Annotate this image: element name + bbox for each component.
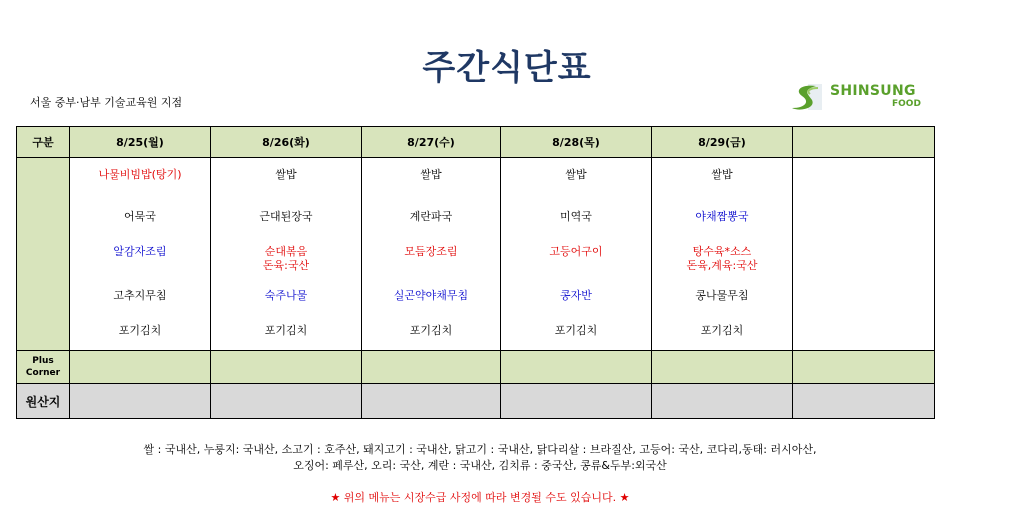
logo-subtitle: FOOD bbox=[892, 99, 921, 109]
origin-cell bbox=[211, 384, 362, 419]
day-header: 8/27(수) bbox=[362, 127, 501, 158]
header-row bbox=[17, 127, 935, 158]
menu-item: 쌀밥 bbox=[565, 168, 587, 181]
menu-item: 계란파국 bbox=[409, 210, 453, 223]
page-title: 주간식단표 bbox=[422, 48, 592, 88]
day-header: 8/25(월) bbox=[70, 127, 211, 158]
menu-item: 고등어구이 bbox=[549, 245, 603, 258]
day-header: 8/28(목) bbox=[501, 127, 652, 158]
logo-s-mark-icon bbox=[788, 78, 828, 118]
origin-cell bbox=[501, 384, 652, 419]
logo-wordmark: SHINSUNG bbox=[830, 83, 916, 99]
day-menu-cell bbox=[501, 158, 652, 351]
empty-menu-cell bbox=[793, 158, 935, 351]
origin-cell bbox=[793, 384, 935, 419]
menu-item: 콩나물무침 bbox=[695, 289, 749, 302]
menu-row-label bbox=[17, 158, 70, 351]
menu-item: 포기김치 bbox=[118, 324, 162, 337]
menu-change-warning: ★ 위의 메뉴는 시장수급 사정에 따라 변경될 수도 있습니다. ★ bbox=[330, 491, 630, 504]
menu-item: 순대볶음 돈육:국산 bbox=[262, 245, 310, 272]
menu-row bbox=[17, 158, 935, 351]
branch-name: 서울 중부·남부 기술교육원 지점 bbox=[30, 96, 183, 109]
plus-corner-row bbox=[17, 351, 935, 384]
day-header: 8/29(금) bbox=[652, 127, 793, 158]
menu-item: 나물비빔밥(탕기) bbox=[98, 168, 182, 181]
origin-cell bbox=[70, 384, 211, 419]
menu-item: 콩자반 bbox=[560, 289, 592, 302]
origin-notes-line: 오징어: 페루산, 오리: 국산, 계란 : 국내산, 김치류 : 중국산, 콩류&두부:외국산 bbox=[293, 459, 667, 472]
menu-item: 쌀밥 bbox=[275, 168, 297, 181]
day-menu-cell bbox=[211, 158, 362, 351]
plus-corner-cell bbox=[362, 351, 501, 384]
menu-item: 쌀밥 bbox=[420, 168, 442, 181]
menu-item: 어묵국 bbox=[124, 210, 156, 223]
menu-item: 알감자조림 bbox=[113, 245, 167, 258]
menu-item: 숙주나물 bbox=[264, 289, 308, 302]
day-menu-cell bbox=[652, 158, 793, 351]
menu-item: 포기김치 bbox=[554, 324, 598, 337]
menu-item: 야채짬뽕국 bbox=[695, 210, 749, 223]
plus-corner-label: Plus Corner bbox=[17, 351, 70, 384]
menu-item: 고추지무침 bbox=[113, 289, 167, 302]
empty-header-cell bbox=[793, 127, 935, 158]
day-menu-cell bbox=[362, 158, 501, 351]
menu-item: 쌀밥 bbox=[711, 168, 733, 181]
weekly-menu-table bbox=[16, 126, 935, 419]
day-header: 8/26(화) bbox=[211, 127, 362, 158]
plus-corner-cell bbox=[652, 351, 793, 384]
origin-row bbox=[17, 384, 935, 419]
menu-item: 포기김치 bbox=[409, 324, 453, 337]
plus-corner-cell bbox=[793, 351, 935, 384]
plus-corner-cell bbox=[70, 351, 211, 384]
day-menu-cell bbox=[70, 158, 211, 351]
menu-item: 모듬장조림 bbox=[404, 245, 458, 258]
menu-item: 근대된장국 bbox=[259, 210, 313, 223]
plus-corner-cell bbox=[501, 351, 652, 384]
origin-label: 원산지 bbox=[17, 384, 70, 419]
menu-item: 실곤약야채무침 bbox=[393, 289, 469, 302]
plus-corner-cell bbox=[211, 351, 362, 384]
menu-item: 포기김치 bbox=[700, 324, 744, 337]
origin-cell bbox=[652, 384, 793, 419]
origin-notes-line: 쌀 : 국내산, 누룽지: 국내산, 소고기 : 호주산, 돼지고기 : 국내산, 닭고기 : 국내산, 닭다리살 : 브라질산, 고등어: 국산, 코다리,동태: 러시아산, bbox=[143, 443, 817, 456]
origin-cell bbox=[362, 384, 501, 419]
origin-notes bbox=[0, 442, 960, 474]
corner-label: 구분 bbox=[17, 127, 70, 158]
menu-item: 미역국 bbox=[560, 210, 592, 223]
shinsung-food-logo bbox=[788, 78, 938, 118]
menu-item: 탕수육*소스 돈육,계육:국산 bbox=[686, 245, 758, 272]
menu-item: 포기김치 bbox=[264, 324, 308, 337]
